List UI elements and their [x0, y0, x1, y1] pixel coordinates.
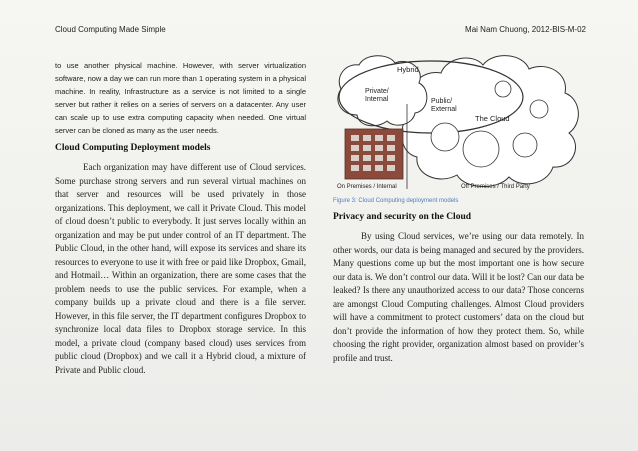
private-label-line2: Internal	[365, 96, 389, 103]
header-title: Cloud Computing Made Simple	[55, 25, 166, 34]
public-label-line1: Public/	[431, 98, 453, 105]
the-cloud-label: The Cloud	[475, 114, 510, 123]
figure-caption: Figure 3: Cloud Computing deployment models	[333, 198, 459, 204]
public-label-line2: External	[431, 106, 457, 113]
deployment-models-figure	[333, 49, 584, 194]
right-column	[333, 49, 584, 365]
privacy-security-paragraph: By using Cloud services, we’re using our data remotely. In other words, our data is being managed and secured by the providers. Many questions come up but the most important one is how secure our data is. We don’t control our data. Will it be lost? Can our data be leaked? Is there any unauthorized access to our data? Those concerns are amongst Cloud Computing challenges. Almost Cloud providers will have a commitment to protect customers’ data on the cloud but don’t provide the information of how they protect them. So, while choosing the right provider, organization almost based on provider’s profile and trust.	[333, 231, 584, 363]
on-premises-label: On Premises / Internal	[337, 184, 397, 190]
hybrid-label: Hybrid	[397, 65, 419, 74]
privacy-security-heading: Privacy and security on the Cloud	[333, 212, 472, 222]
off-premises-label: Off Premises / Third Party	[461, 184, 530, 190]
private-label-line1: Private/	[365, 88, 389, 95]
cloud-diagram	[333, 49, 584, 194]
header-author: Mai Nam Chuong, 2012-BIS-M-02	[465, 25, 586, 34]
intro-paragraph: to use another physical machine. However, with server virtualization software, now a day we can run more than 1 operating system in a physical machine. In reality, Infrastructure as a service is not limited to a single server but rather it relies on a series of servers on a datacenter. Any user can scale up to use extra computing capacity when needed. One virtual server can be cloned as many as the user needs.	[55, 61, 306, 135]
building-icon	[345, 129, 403, 179]
deployment-models-heading: Cloud Computing Deployment models	[55, 143, 211, 153]
deployment-models-paragraph: Each organization may have different use of Cloud services. Some purchase strong servers and run several virtual machines on that server and resources will be used privately in those organizations. This deployment, we call it Private Cloud. This model of cloud doesn’t public to everybody. It just serves locally within an organization and may be put under control of an IT department. The Public Cloud, in the other hand, will expose its services and share its resources to everyone to use it with free or paid like Dropbox, Gmail, and Hotmail… Within an organization, there are some cases that the problem needs to use the public services. For example, when a company builds up a private cloud and there is a file server. However, in this file server, the IT department configures Dropbox to synchronize local data files to Dropbox storage service. In this model, a private cloud (company based cloud) uses services from public cloud (Dropbox) and we call it a Hybrid cloud, a mixture of Private and Public cloud.	[55, 162, 306, 375]
left-column	[55, 59, 306, 377]
